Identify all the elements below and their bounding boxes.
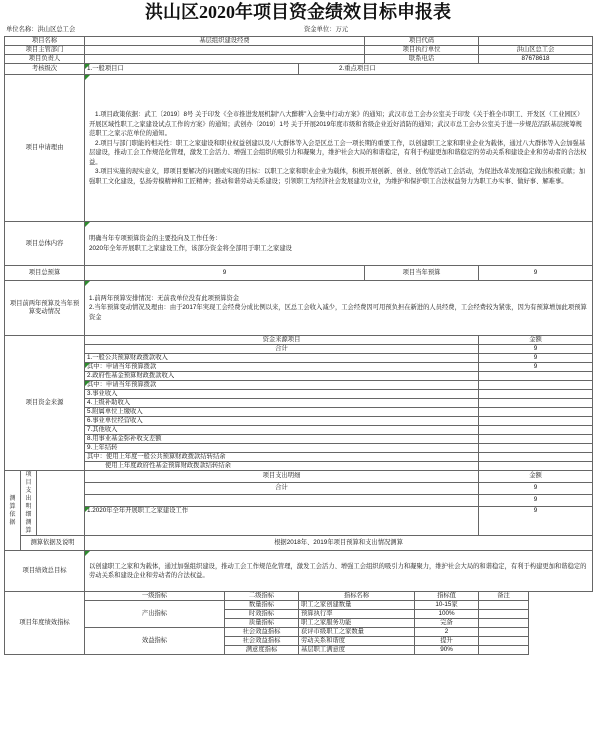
basis-paragraph-1: 1.项目政策依据：武工〔2019〕8号 关于印发《全市推进发展机制“八大醉耕”入会集中行动方案》的通知；武汉市总工会办公室关于印发《关于推全市职工、开发区（工业园区）开展区域性职工之家建设试点工作的方案》的通知；武创办〔2019〕1号 关于开展2019年度市级和省级企业近好消防的通知；武汉市总工会办公室关于进一步规范活跃基层统筹规范职工之家示范单位的通知。 (89, 111, 584, 137)
expend-head-amount: 金额 (479, 471, 593, 483)
expend-inner-label: 项目支出明细测算 (21, 471, 37, 536)
funds-head-source: 资金来源项目 (85, 336, 479, 345)
phone-label: 联系电话 (365, 55, 479, 64)
expend-basis-text: 根据2018年、2019年项目预算和支出情况测算 (85, 536, 593, 551)
funds-amount: 9 (479, 345, 593, 354)
project-name: 基层组织建设经费 (85, 37, 365, 46)
basis-paragraph-2: 2.项目与部门职能的相关性：职工之家建设和职业权益创建以及八大群体等入会是区总工会一项长期的重要工作，以创建职工之家和职业企业为载体，通过八大群体等入会加强基层建设，推动工会工作规范化管理，激发工会活力、增强工会组织的吸引力和凝聚力，维护社会大局的和谐稳定，有利于构建更加和谐稳定的劳动关系和建设企业和劳动者的合法权益。 (89, 139, 587, 166)
funds-item: 3.事业收入 (85, 390, 479, 399)
perf-name: 基层职工满意度 (299, 646, 415, 655)
funds-item: 其中：申请当年预算拨款 (85, 363, 479, 372)
perf-head-name: 指标名称 (299, 592, 415, 601)
exec-unit: 洪山区总工会 (479, 46, 593, 55)
perf-name: 职工之家创建数量 (299, 601, 415, 610)
change-text (85, 281, 593, 336)
funds-item: 8.用事业基金弥补收支差额 (85, 435, 479, 444)
funds-item: 其中：使用上年度一般公共预算财政拨款结转结余 (85, 453, 479, 462)
funds-item: 7.其他收入 (85, 426, 479, 435)
funds-amount (479, 390, 593, 399)
perf-l2: 社会效益指标 (225, 628, 299, 637)
perf-name: 职工之家服务功能 (299, 619, 415, 628)
page-title: 洪山区2020年项目资金绩效目标申报表 (145, 2, 451, 22)
content-line-1: 明确当年专项预算资金的主要投向及工作任务： (89, 235, 222, 242)
perf-l2: 社会效益指标 (225, 637, 299, 646)
money-unit: 资金单位：万元 (304, 26, 349, 33)
perf-l2: 时效指标 (225, 610, 299, 619)
change-label: 项目前两年预算及当年预算变动情况 (5, 281, 85, 336)
perf-value: 2 (415, 628, 479, 637)
expend-amount: 9 (479, 482, 593, 494)
funds-amount (479, 399, 593, 408)
funds-amount (479, 408, 593, 417)
basis-label: 项目申请理由 (5, 75, 85, 222)
perf-l1: 效益指标 (85, 628, 225, 655)
funds-amount: 9 (479, 354, 593, 363)
leader-value (85, 55, 365, 64)
funds-amount (479, 381, 593, 390)
funds-amount (479, 417, 593, 426)
perf-note (479, 619, 529, 628)
perf-note (479, 637, 529, 646)
expend-spacer (37, 471, 85, 536)
content-label: 项目总体内容 (5, 222, 85, 266)
level-option-key[interactable]: 2.重点项目口 (299, 64, 593, 75)
expend-amount: 9 (479, 506, 593, 535)
unit-name: 单位名称：洪山区总工会 (6, 26, 76, 33)
funds-item: 5.附属单位上缴收入 (85, 408, 479, 417)
expend-head-item: 项目支出明细 (85, 471, 479, 483)
budget-value: 9 (85, 266, 365, 281)
expend-item: 1.2020年全年开展职工之家建设工作 (85, 506, 479, 535)
expend-item (85, 494, 479, 506)
perf-l1: 产出指标 (85, 601, 225, 628)
perf-note (479, 646, 529, 655)
funds-head-amount: 金额 (479, 336, 593, 345)
dept-label: 项目主管部门 (5, 46, 85, 55)
goal-label: 项目绩效总目标 (5, 551, 85, 592)
change-line-2: 2.当年预算变动情况及理由：由于2017年実现工会经费分成比例以来，区总工会收入减少，工会经费因可用预负担在新进的人员经费，工会经费较为紧张，因为有预算增加此项预算资金 (89, 304, 587, 321)
project-code-label: 项目代码 (365, 37, 479, 46)
perf-l2: 数量指标 (225, 601, 299, 610)
meta-row (4, 24, 592, 36)
perf-head-value: 指标值 (415, 592, 479, 601)
exec-label: 项目执行单位 (365, 46, 479, 55)
perf-value: 提升 (415, 637, 479, 646)
perf-l2: 质量指标 (225, 619, 299, 628)
expend-outer-label: 测算依据 (5, 471, 21, 551)
project-name-label: 项目名称 (5, 37, 85, 46)
perf-head-note: 备注 (479, 592, 529, 601)
funds-item: 1.一般公共预算财政拨款收入 (85, 354, 479, 363)
basis-paragraph-3: 3.项目实施的现实意义，即项目要解决的问题或实现的目标：以职工之家和职业企业为载体，积极开展创新、创业、创优等活动工会活动，为促进改革发展稳定做出积极贡献；加强职工文化建设，弘扬劳模精神和工匠精神；推动和谐劳动关系建设；引领职工为经济社会发展建功立业，为维护和保护职工合法权益努力为职工办实事、做好事、解难事。 (89, 168, 586, 185)
perf-value: 完备 (415, 619, 479, 628)
expend-item: 合计 (85, 482, 479, 494)
perf-value: 10-15家 (415, 601, 479, 610)
year-budget-value: 9 (479, 266, 593, 281)
funds-amount (479, 426, 593, 435)
perf-label: 项目年度绩效指标 (5, 592, 85, 655)
expend-basis-label: 测算依据及说明 (21, 536, 85, 551)
funds-item: 合计 (85, 345, 479, 354)
funds-label: 项目资金来源 (5, 336, 85, 471)
perf-note (479, 610, 529, 619)
funds-amount: 9 (479, 363, 593, 372)
level-option-general[interactable]: 1.一般项目口 (85, 64, 299, 75)
leader-label: 项目负责人 (5, 55, 85, 64)
year-budget-label: 项目当年预算 (365, 266, 479, 281)
funds-item: 6.事业单位经营收入 (85, 417, 479, 426)
funds-amount (479, 444, 593, 453)
funds-item: 4.上级补助收入 (85, 399, 479, 408)
perf-value: 100% (415, 610, 479, 619)
goal-text: 以创建职工之家和为载体，通过加强组织建设，推动工会工作规范化管理，激发工会活力、增强工会组织的吸引力和凝聚力，维护社会大局的和谐稳定，有利于构建更加和谐稳定的劳动关系和建设企业和劳动者的合法权益。 (85, 551, 593, 592)
funds-amount (479, 435, 593, 444)
perf-head-l1: 一级指标 (85, 592, 225, 601)
funds-amount (479, 462, 593, 471)
dept-value (85, 46, 365, 55)
perf-name: 预算执行率 (299, 610, 415, 619)
change-line-1: 1.前两年预算安排情况：无前我单位没有此项预算资金 (89, 294, 240, 302)
funds-item: 2.政府性基金预算财政拨款收入 (85, 372, 479, 381)
perf-note (479, 601, 529, 610)
budget-label: 项目总预算 (5, 266, 85, 281)
content-text (85, 222, 593, 266)
perf-note (479, 628, 529, 637)
funds-amount (479, 372, 593, 381)
funds-amount (479, 453, 593, 462)
funds-item: 使用上年度政府性基金预算财政拨款结转结余 (85, 462, 479, 471)
form-table (4, 36, 593, 655)
perf-name: 劳动关系和谐度 (299, 637, 415, 646)
funds-item: 9.上年结转 (85, 444, 479, 453)
perf-name: 获评市级职工之家数量 (299, 628, 415, 637)
basis-text (85, 75, 593, 222)
content-line-2: 2020年全年开展职工之家建设工作，该部分资金将全部用于职工之家建设 (89, 244, 292, 252)
expend-amount: 9 (479, 494, 593, 506)
funds-item: 其中：申请当年预算拨款 (85, 381, 479, 390)
perf-head-l2: 二级指标 (225, 592, 299, 601)
phone-value: 87678618 (479, 55, 593, 64)
project-code (479, 37, 593, 46)
perf-l2: 满意度指标 (225, 646, 299, 655)
perf-value: 90% (415, 646, 479, 655)
level-label: 考核级次 (5, 64, 85, 75)
